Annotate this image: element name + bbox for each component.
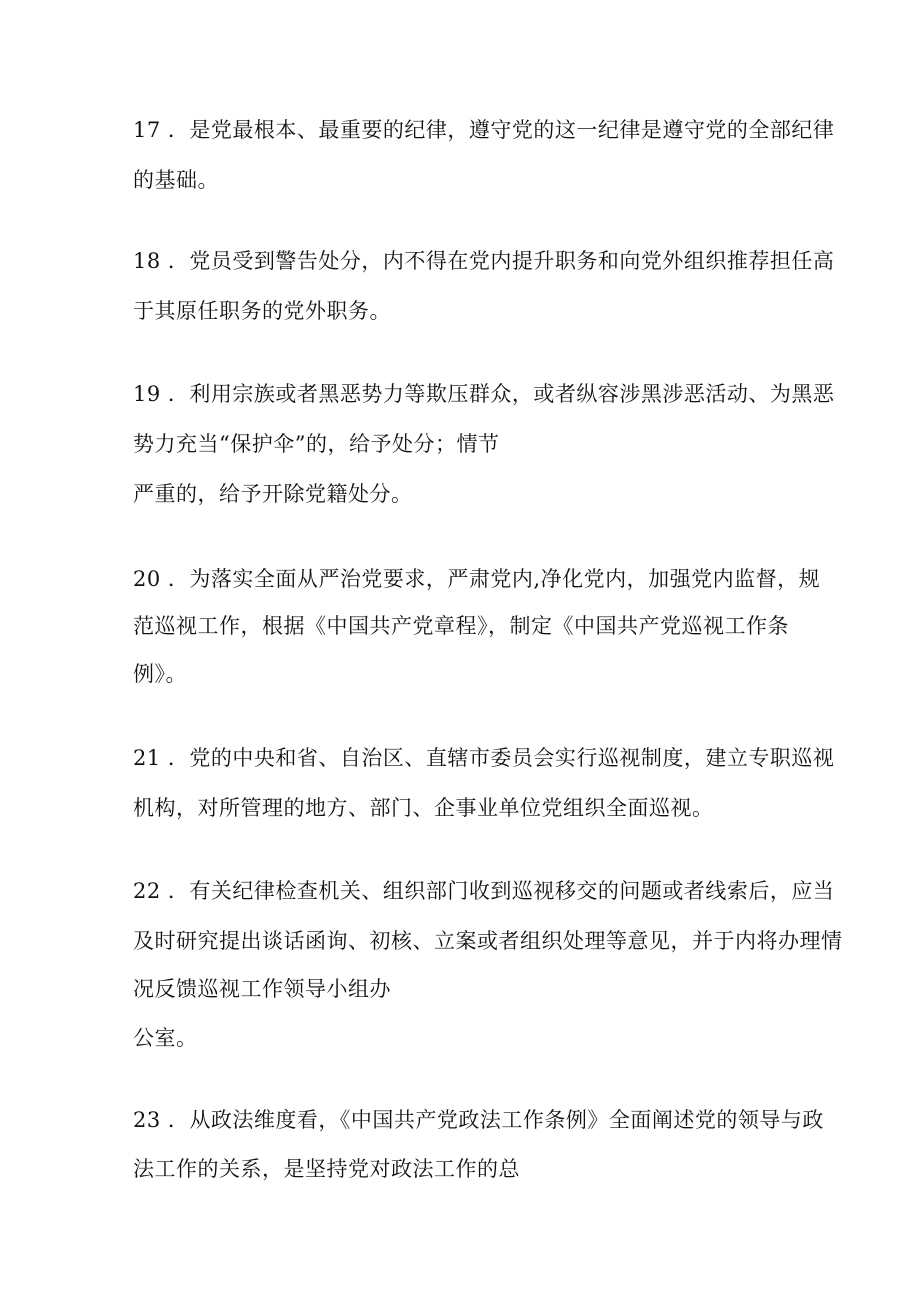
item-19-line-1: 19 ．利用宗族或者黑恶势力等欺压群众，或者纵容涉黑涉恶活动、为黑恶 (133, 382, 835, 406)
item-22-line-2: 及时研究提出谈话函询、初核、立案或者组织处理等意见，并于内将办理情 (133, 929, 843, 953)
item-23-line-1: 23 ．从政法维度看，《中国共产党政法工作条例》全面阐述党的领导与政 (133, 1108, 824, 1132)
item-22-line-4: 公室。 (133, 1026, 198, 1050)
item-17-line-1: 17 ．是党最根本、最重要的纪律，遵守党的这一纪律是遵守党的全部纪律 (133, 118, 835, 142)
item-20-line-1: 20 ．为落实全面从严治党要求，严肃党内,净化党内，加强党内监督，规 (133, 567, 821, 591)
item-21-line-1: 21 ．党的中央和省、自治区、直辖市委员会实行巡视制度，建立专职巡视 (133, 746, 835, 770)
item-19-line-3: 严重的，给予开除党籍处分。 (133, 482, 413, 506)
item-18-line-2: 于其原任职务的党外职务。 (133, 299, 391, 323)
item-22-line-3: 况反馈巡视工作领导小组办 (133, 977, 391, 1001)
item-20-line-2: 范巡视工作，根据《中国共产党章程》，制定《中国共产党巡视工作条 (133, 614, 789, 638)
item-19-line-2: 势力充当“保护伞”的，给予处分；情节 (133, 432, 500, 456)
item-21-line-2: 机构，对所管理的地方、部门、企事业单位党组织全面巡视。 (133, 796, 714, 820)
item-18-line-1: 18 ．党员受到警告处分，内不得在党内提升职务和向党外组织推荐担任高 (133, 249, 835, 273)
item-23-line-2: 法工作的关系，是坚持党对政法工作的总 (133, 1157, 520, 1181)
item-17-line-2: 的基础。 (133, 168, 219, 192)
item-22-line-1: 22 ．有关纪律检查机关、组织部门收到巡视移交的问题或者线索后，应当 (133, 879, 835, 903)
item-20-line-3: 例》。 (133, 662, 187, 686)
